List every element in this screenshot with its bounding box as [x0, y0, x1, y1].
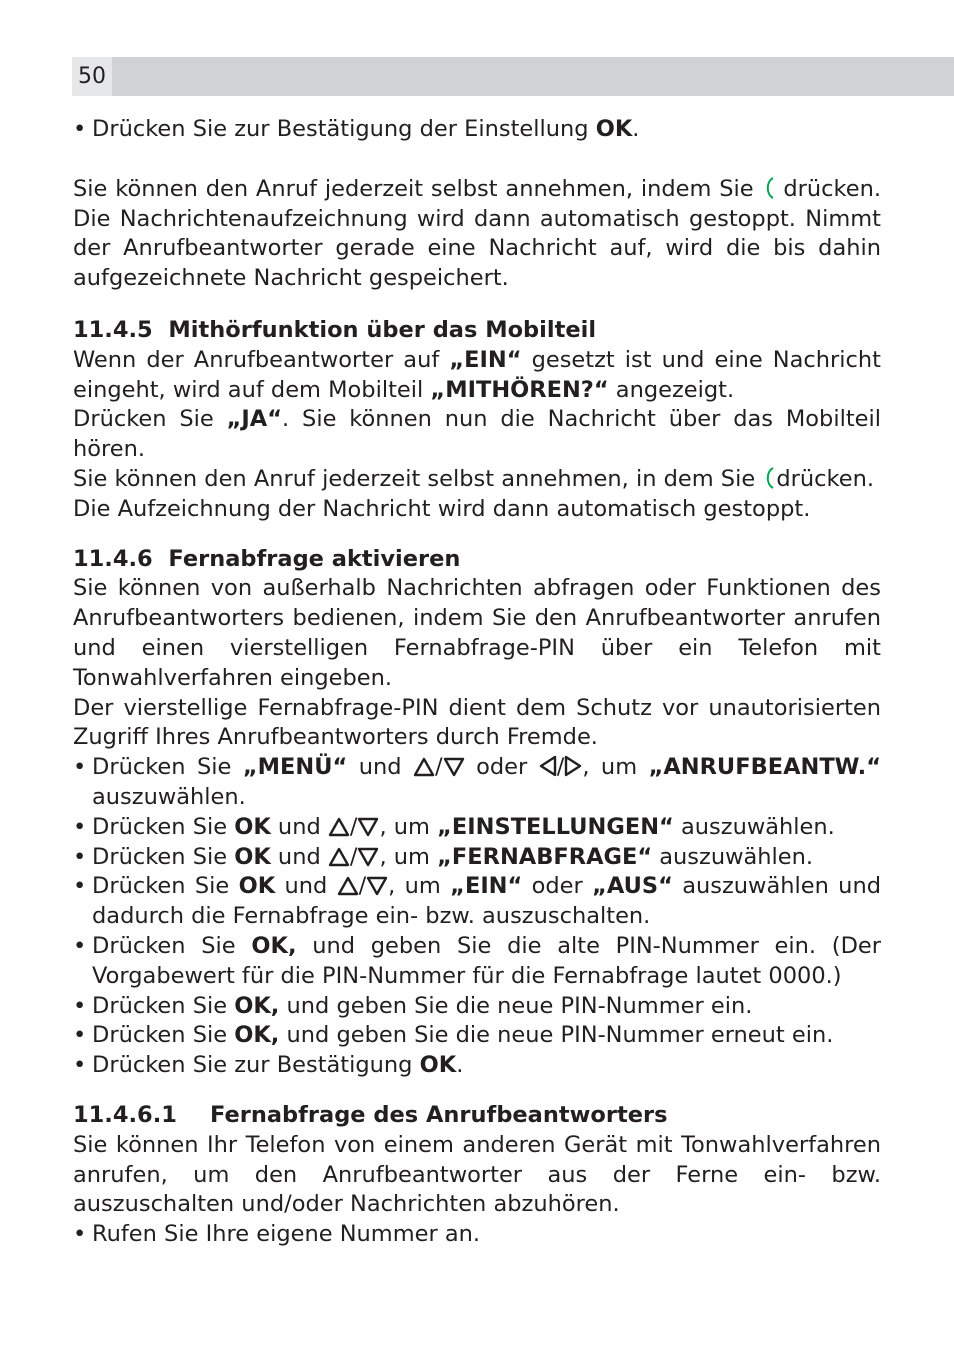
up-arrow-icon	[328, 817, 350, 837]
bullet-ein-aus: • Drücken Sie OK und / , um „EIN“ oder „AUS“ auszuwählen und dadurch die Fernabfrage ein- bzw. auszuschalten.	[73, 873, 881, 930]
down-arrow-icon	[357, 817, 379, 837]
down-arrow-icon	[443, 757, 465, 777]
call-handset-icon	[762, 466, 776, 490]
bullet-confirm-setting: • Drücken Sie zur Bestätigung der Einstellung OK.	[73, 115, 881, 145]
paragraph-recording-stopped: Die Aufzeichnung der Nachricht wird dann automatisch gestoppt.	[73, 495, 811, 522]
bullet-dot: •	[73, 116, 87, 142]
bullet-old-pin: • Drücken Sie OK, und geben Sie die alte PIN-Nummer ein. (Der Vorgabewert für die PIN-Nummer für die Fernabfrage lautet 0000.)	[73, 932, 881, 989]
section-heading-11-4-5: 11.4.5 Mithörfunktion über das Mobilteil	[73, 316, 597, 343]
up-arrow-icon	[337, 876, 359, 896]
section-heading-11-4-6-1: 11.4.6.1 Fernabfrage des Anrufbeantworters	[73, 1101, 668, 1128]
section-heading-11-4-6: 11.4.6 Fernabfrage aktivieren	[73, 545, 461, 572]
up-arrow-icon	[413, 757, 435, 777]
left-arrow-icon	[539, 755, 557, 777]
bullet-einstellungen: • Drücken Sie OK und / , um „EINSTELLUNGEN“ auszuwählen.	[73, 813, 835, 840]
bullet-new-pin: • Drücken Sie OK, und geben Sie die neue PIN-Nummer ein.	[73, 992, 753, 1019]
bullet-repeat-pin: • Drücken Sie OK, und geben Sie die neue PIN-Nummer erneut ein.	[73, 1022, 834, 1049]
paragraph-remote-intro: Sie können von außerhalb Nachrichten abfragen oder Funktionen des Anrufbeantworters bedienen, indem Sie den Anrufbeantworter anrufen und einen vierstelligen Fernabfrage-PIN über ein Telefon mit Tonwahlverfahren eingeben.	[73, 575, 881, 691]
paragraph-mithoeren: Wenn der Anrufbeantworter auf „EIN“ gesetzt ist und eine Nachricht eingeht, wird auf dem Mobilteil „MITHÖREN?“ angezeigt.	[73, 346, 881, 403]
bullet-menu: • Drücken Sie „MENÜ“ und / oder / , um „ANRUFBEANTW.“ auszuwählen.	[73, 754, 882, 810]
bullet-fernabfrage: • Drücken Sie OK und / , um „FERNABFRAGE“ auszuwählen.	[73, 843, 814, 870]
paragraph-press-ja: Drücken Sie „JA“. Sie können nun die Nachricht über das Mobilteil hören.	[73, 406, 881, 463]
page-content	[73, 115, 881, 1250]
call-handset-icon	[762, 176, 776, 200]
down-arrow-icon	[366, 876, 388, 896]
up-arrow-icon	[328, 847, 350, 867]
header-bar	[72, 57, 954, 96]
bullet-confirm: • Drücken Sie zur Bestätigung OK.	[73, 1052, 464, 1079]
paragraph-pin-protect: Der vierstellige Fernabfrage-PIN dient dem Schutz vor unautorisierten Zugriff Ihres Anrufbeantworters durch Fremde.	[73, 694, 881, 751]
bullet-call-own-number: • Rufen Sie Ihre eigene Nummer an.	[73, 1221, 481, 1248]
page-number: 50	[72, 57, 112, 96]
paragraph-answer-call: Sie können den Anruf jederzeit selbst annehmen, indem Sie drücken. Die Nachrichtenaufzeichnung wird dann automatisch gestoppt. Nimmt der Anrufbeantworter gerade eine Nachricht auf, wird die bis dahin aufgezeichnete Nachricht gespeichert.	[73, 175, 881, 292]
down-arrow-icon	[357, 847, 379, 867]
right-arrow-icon	[564, 755, 582, 777]
paragraph-answer-call-2: Sie können den Anruf jederzeit selbst annehmen, in dem Sie drücken.	[73, 465, 874, 492]
paragraph-remote-call: Sie können Ihr Telefon von einem anderen Gerät mit Tonwahlverfahren anrufen, um den Anrufbeantworter aus der Ferne ein- bzw. auszuschalten und/oder Nachrichten abzuhören.	[73, 1131, 881, 1218]
